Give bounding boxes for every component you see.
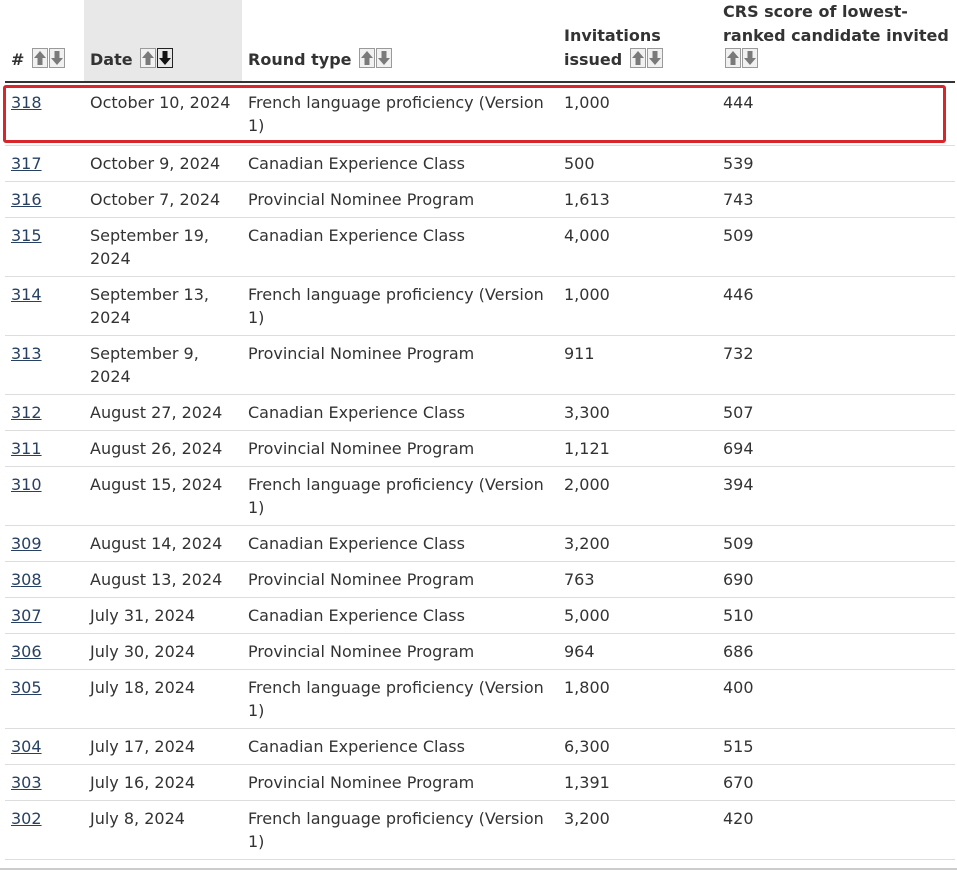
cell-round-type: Canadian Experience Class [242,598,558,634]
cell-number [5,395,84,431]
cell-crs-score: 515 [717,729,955,765]
cell-invitations: 964 [558,634,717,670]
round-number-link[interactable]: 308 [11,570,42,589]
cell-round-type: Provincial Nominee Program [242,634,558,670]
table-row [5,634,955,670]
cell-number [5,336,84,395]
sort-controls-invitations [630,48,664,75]
arrow-up-icon [727,51,739,65]
table-row [5,526,955,562]
cell-round-type: Provincial Nominee Program [242,336,558,395]
cell-invitations: 4,000 [558,218,717,277]
cell-round-type: French language proficiency (Version 1) [242,670,558,729]
cell-number [5,729,84,765]
cell-invitations: 763 [558,562,717,598]
table-row [5,277,955,336]
cell-crs-score: 509 [717,218,955,277]
cell-round-type: Provincial Nominee Program [242,562,558,598]
cell-invitations: 1,800 [558,670,717,729]
sort-up-button-invitations[interactable] [630,48,646,68]
cell-date: July 30, 2024 [84,634,242,670]
cell-number [5,218,84,277]
cell-round-type: Provincial Nominee Program [242,182,558,218]
cell-round-type: French language proficiency (Version 1) [242,82,558,146]
sort-controls-round-type [359,48,393,75]
header-round-type [242,0,558,82]
round-number-link[interactable]: 309 [11,534,42,553]
cell-crs-score: 446 [717,277,955,336]
round-number-link[interactable]: 311 [11,439,42,458]
cell-number [5,526,84,562]
table-row [5,336,955,395]
cell-crs-score: 510 [717,598,955,634]
sort-up-button-crs-score[interactable] [725,48,741,68]
cell-date: July 18, 2024 [84,670,242,729]
cell-number [5,431,84,467]
cell-round-type: Provincial Nominee Program [242,431,558,467]
table-row [5,82,955,146]
arrow-up-icon [142,51,154,65]
table-row [5,562,955,598]
sort-down-button-date[interactable] [157,48,173,68]
cell-round-type: Canadian Experience Class [242,218,558,277]
round-number-link[interactable]: 310 [11,475,42,494]
cell-invitations: 1,000 [558,82,717,146]
cell-invitations: 1,121 [558,431,717,467]
cell-crs-score: 743 [717,182,955,218]
sort-controls-number [32,48,66,75]
cell-number [5,670,84,729]
cell-invitations: 1,000 [558,277,717,336]
header-number-label: # [11,50,25,69]
cell-date: August 14, 2024 [84,526,242,562]
cell-number [5,765,84,801]
arrow-up-icon [632,51,644,65]
cell-crs-score: 400 [717,670,955,729]
round-number-link[interactable]: 305 [11,678,42,697]
sort-down-button-number[interactable] [49,48,65,68]
table-row [5,765,955,801]
round-number-link[interactable]: 315 [11,226,42,245]
cell-round-type: Canadian Experience Class [242,395,558,431]
cell-round-type: Canadian Experience Class [242,729,558,765]
cell-crs-score: 732 [717,336,955,395]
cell-date: July 8, 2024 [84,801,242,860]
cell-date: July 16, 2024 [84,765,242,801]
sort-down-button-crs-score[interactable] [742,48,758,68]
cell-date: October 9, 2024 [84,146,242,182]
table-row [5,395,955,431]
cell-date: September 9, 2024 [84,336,242,395]
cell-number [5,277,84,336]
header-crs-score [717,0,955,82]
table-row [5,670,955,729]
cell-round-type: Canadian Experience Class [242,146,558,182]
cell-crs-score: 670 [717,765,955,801]
cell-invitations: 911 [558,336,717,395]
cell-number [5,598,84,634]
header-round-type-label: Round type [248,50,352,69]
cell-crs-score: 690 [717,562,955,598]
sort-down-button-invitations[interactable] [647,48,663,68]
header-invitations-label: Invitations issued [564,26,661,69]
cell-number [5,801,84,860]
cell-crs-score: 539 [717,146,955,182]
table-header-row [5,0,955,82]
sort-up-button-round-type[interactable] [359,48,375,68]
table-row [5,182,955,218]
cell-date: October 7, 2024 [84,182,242,218]
round-number-link[interactable]: 317 [11,154,42,173]
cell-crs-score: 444 [717,82,955,146]
table-row [5,467,955,526]
round-number-link[interactable]: 313 [11,344,42,363]
table-row [5,218,955,277]
cell-date: August 27, 2024 [84,395,242,431]
arrow-up-icon [34,51,46,65]
arrow-up-icon [361,51,373,65]
cell-number [5,634,84,670]
cell-invitations: 500 [558,146,717,182]
sort-up-button-date[interactable] [140,48,156,68]
cell-invitations: 1,391 [558,765,717,801]
sort-controls-date [140,48,174,75]
header-crs-score-label: CRS score of lowest-ranked candidate invited [723,2,949,45]
header-invitations [558,0,717,82]
cell-number [5,146,84,182]
cell-invitations: 5,000 [558,598,717,634]
cell-number [5,467,84,526]
round-number-link[interactable]: 306 [11,642,42,661]
arrow-down-icon [159,51,171,65]
table-body [5,82,955,860]
cell-date: August 13, 2024 [84,562,242,598]
arrow-down-icon [51,51,63,65]
cell-number [5,182,84,218]
cell-round-type: Provincial Nominee Program [242,765,558,801]
cell-crs-score: 694 [717,431,955,467]
cell-round-type: French language proficiency (Version 1) [242,277,558,336]
round-number-link[interactable]: 312 [11,403,42,422]
sort-controls-crs-score [725,48,759,75]
cell-date: July 17, 2024 [84,729,242,765]
cell-date: August 15, 2024 [84,467,242,526]
cell-crs-score: 394 [717,467,955,526]
cell-date: July 31, 2024 [84,598,242,634]
cell-date: September 13, 2024 [84,277,242,336]
cell-date: August 26, 2024 [84,431,242,467]
cell-invitations: 3,300 [558,395,717,431]
round-number-link[interactable]: 316 [11,190,42,209]
round-number-link[interactable]: 304 [11,737,42,756]
cell-date: October 10, 2024 [84,82,242,146]
cell-crs-score: 507 [717,395,955,431]
round-number-link[interactable]: 302 [11,809,42,828]
cell-invitations: 1,613 [558,182,717,218]
cell-invitations: 6,300 [558,729,717,765]
sort-down-button-round-type[interactable] [376,48,392,68]
arrow-down-icon [649,51,661,65]
rounds-table [5,0,955,860]
cell-invitations: 3,200 [558,801,717,860]
cell-round-type: Canadian Experience Class [242,526,558,562]
sort-up-button-number[interactable] [32,48,48,68]
round-number-link[interactable]: 303 [11,773,42,792]
table-row [5,729,955,765]
round-number-link[interactable]: 318 [11,93,42,112]
cell-date: September 19, 2024 [84,218,242,277]
table-row [5,431,955,467]
header-date-label: Date [90,50,133,69]
table-row [5,146,955,182]
table-row [5,801,955,860]
round-number-link[interactable]: 314 [11,285,42,304]
header-number [5,0,84,82]
cell-round-type: French language proficiency (Version 1) [242,467,558,526]
cell-invitations: 2,000 [558,467,717,526]
arrow-down-icon [378,51,390,65]
round-number-link[interactable]: 307 [11,606,42,625]
cell-number [5,82,84,146]
cell-number [5,562,84,598]
cell-invitations: 3,200 [558,526,717,562]
cell-crs-score: 420 [717,801,955,860]
cell-crs-score: 686 [717,634,955,670]
arrow-down-icon [744,51,756,65]
table-row [5,598,955,634]
header-date [84,0,242,82]
cell-round-type: French language proficiency (Version 1) [242,801,558,860]
cell-crs-score: 509 [717,526,955,562]
